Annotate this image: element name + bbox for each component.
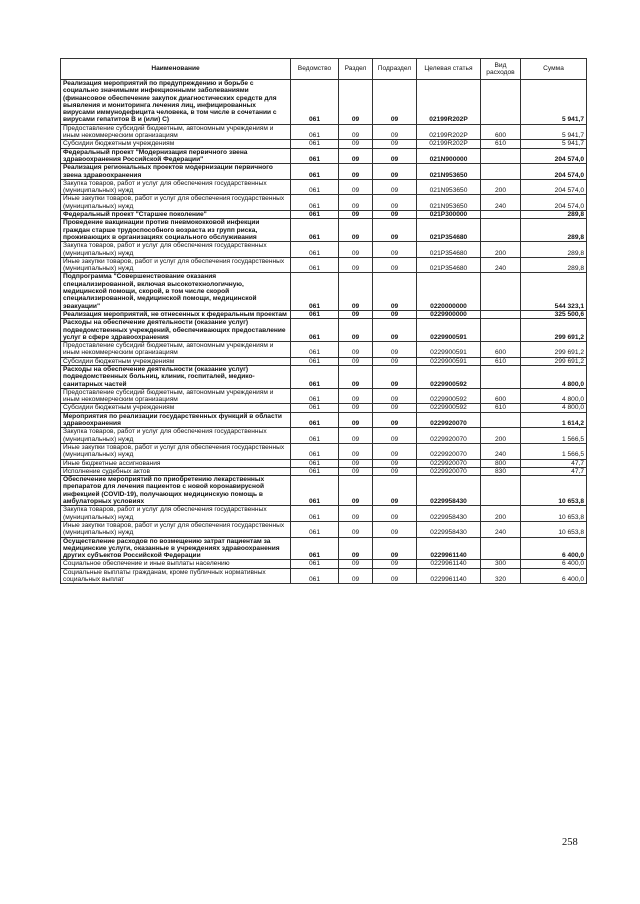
row-department: 061 <box>291 195 339 211</box>
row-subsection: 09 <box>373 388 417 404</box>
row-expense-type: 320 <box>481 568 521 584</box>
header-target-article: Целевая статья <box>417 59 481 80</box>
table-row <box>61 219 587 242</box>
row-name: Закупка товаров, работ и услуг для обеспечения государственных (муниципальных) нужд <box>61 242 291 258</box>
row-department: 061 <box>291 219 339 242</box>
header-amount: Сумма <box>521 59 587 80</box>
table-row <box>61 560 587 568</box>
row-name: Субсидии бюджетным учреждениям <box>61 357 291 365</box>
table-row <box>61 242 587 258</box>
table-row <box>61 257 587 273</box>
row-subsection: 09 <box>373 179 417 195</box>
table-header <box>61 59 587 80</box>
row-expense-type: 610 <box>481 404 521 412</box>
row-name: Предоставление субсидий бюджетным, автономным учреждениям и иным некоммерческим организациям <box>61 342 291 358</box>
row-department: 061 <box>291 357 339 365</box>
row-department: 061 <box>291 568 339 584</box>
table-row <box>61 365 587 388</box>
row-expense-type: 200 <box>481 506 521 522</box>
row-subsection: 09 <box>373 476 417 506</box>
header-subsection: Подраздел <box>373 59 417 80</box>
row-section: 09 <box>339 467 373 475</box>
row-amount: 299 691,2 <box>521 319 587 342</box>
row-subsection: 09 <box>373 242 417 258</box>
row-name: Расходы на обеспечение деятельности (оказание услуг) подведомственных учреждений, обеспечивающих предоставление услуг в сфере здравоохранения <box>61 319 291 342</box>
row-amount: 289,8 <box>521 219 587 242</box>
row-target-article: 0229900592 <box>417 404 481 412</box>
row-amount: 204 574,0 <box>521 164 587 180</box>
row-expense-type: 600 <box>481 342 521 358</box>
table-row <box>61 428 587 444</box>
row-department: 061 <box>291 365 339 388</box>
row-name: Реализация мероприятий по предупреждению и борьбе с социально значимыми инфекционными заболеваниями (финансовое обеспечение закупок диагностических средств для выявления и мониторинга лечения лиц, инфицированных вирусами иммунодефицита человека, в том числе в сочетании с вирусами гепатитов В и (или) С) <box>61 80 291 125</box>
row-name: Осуществление расходов по возмещению затрат пациентам за медицинские услуги, оказанные в учреждениях здравоохранения других субъектов Российской Федерации <box>61 537 291 560</box>
row-section: 09 <box>339 310 373 318</box>
row-name: Иные закупки товаров, работ и услуг для обеспечения государственных (муниципальных) нужд <box>61 257 291 273</box>
row-amount: 4 800,0 <box>521 365 587 388</box>
row-section: 09 <box>339 257 373 273</box>
row-subsection: 09 <box>373 459 417 467</box>
row-expense-type: 240 <box>481 443 521 459</box>
row-subsection: 09 <box>373 319 417 342</box>
row-expense-type: 240 <box>481 195 521 211</box>
row-subsection: 09 <box>373 164 417 180</box>
budget-table <box>60 58 587 584</box>
row-target-article: 0229958430 <box>417 476 481 506</box>
row-amount: 10 653,8 <box>521 521 587 537</box>
row-department: 061 <box>291 342 339 358</box>
row-amount: 6 400,0 <box>521 568 587 584</box>
row-target-article: 021N953650 <box>417 195 481 211</box>
row-name: Предоставление субсидий бюджетным, автономным учреждениям и иным некоммерческим организациям <box>61 388 291 404</box>
table-row <box>61 342 587 358</box>
row-name: Подпрограмма "Совершенствование оказания специализированной, включая высокотехнологичную, медицинской помощи, скорой, в том числе скорой специализированной, медицинской помощи, медицинской эвакуации" <box>61 273 291 310</box>
page-number: 258 <box>562 837 578 848</box>
row-expense-type <box>481 365 521 388</box>
table-row <box>61 319 587 342</box>
row-section: 09 <box>339 219 373 242</box>
header-name: Наименование <box>61 59 291 80</box>
row-subsection: 09 <box>373 521 417 537</box>
row-expense-type: 200 <box>481 428 521 444</box>
row-amount: 5 941,7 <box>521 80 587 125</box>
row-department: 061 <box>291 80 339 125</box>
table-row <box>61 443 587 459</box>
row-target-article: 0229920070 <box>417 412 481 428</box>
row-subsection: 09 <box>373 273 417 310</box>
row-target-article: 0229920070 <box>417 467 481 475</box>
row-target-article: 021P354680 <box>417 242 481 258</box>
header-row <box>61 59 587 80</box>
row-subsection: 09 <box>373 443 417 459</box>
row-expense-type <box>481 476 521 506</box>
row-department: 061 <box>291 148 339 164</box>
table-row <box>61 195 587 211</box>
row-subsection: 09 <box>373 140 417 148</box>
table-row <box>61 404 587 412</box>
row-expense-type: 610 <box>481 357 521 365</box>
row-target-article: 0229961140 <box>417 537 481 560</box>
row-subsection: 09 <box>373 365 417 388</box>
row-expense-type: 200 <box>481 179 521 195</box>
header-expense-type: Вид расходов <box>481 59 521 80</box>
table-row <box>61 467 587 475</box>
row-amount: 289,8 <box>521 211 587 219</box>
row-target-article: 021P300000 <box>417 211 481 219</box>
row-name: Проведение вакцинации против пневмококковой инфекции граждан старше трудоспособного возраста из групп риска, проживающих в организациях социального обслуживания <box>61 219 291 242</box>
row-subsection: 09 <box>373 124 417 140</box>
row-section: 09 <box>339 273 373 310</box>
row-amount: 47,7 <box>521 459 587 467</box>
row-amount: 289,8 <box>521 257 587 273</box>
table-row <box>61 310 587 318</box>
row-name: Закупка товаров, работ и услуг для обеспечения государственных (муниципальных) нужд <box>61 428 291 444</box>
row-section: 09 <box>339 148 373 164</box>
row-target-article: 02199R202P <box>417 80 481 125</box>
row-section: 09 <box>339 357 373 365</box>
row-amount: 1 566,5 <box>521 428 587 444</box>
row-section: 09 <box>339 568 373 584</box>
row-expense-type: 800 <box>481 459 521 467</box>
row-subsection: 09 <box>373 211 417 219</box>
row-target-article: 0229900592 <box>417 365 481 388</box>
row-department: 061 <box>291 404 339 412</box>
row-expense-type: 600 <box>481 388 521 404</box>
row-department: 061 <box>291 467 339 475</box>
row-target-article: 02199R202P <box>417 140 481 148</box>
table-row <box>61 521 587 537</box>
row-target-article: 0229900591 <box>417 357 481 365</box>
row-expense-type: 200 <box>481 242 521 258</box>
row-amount: 4 800,0 <box>521 388 587 404</box>
row-department: 061 <box>291 537 339 560</box>
row-amount: 6 400,0 <box>521 560 587 568</box>
row-name: Предоставление субсидий бюджетным, автономным учреждениям и иным некоммерческим организациям <box>61 124 291 140</box>
row-name: Закупка товаров, работ и услуг для обеспечения государственных (муниципальных) нужд <box>61 506 291 522</box>
row-name: Иные закупки товаров, работ и услуг для обеспечения государственных (муниципальных) нужд <box>61 195 291 211</box>
row-amount: 299 691,2 <box>521 357 587 365</box>
row-department: 061 <box>291 476 339 506</box>
row-section: 09 <box>339 476 373 506</box>
row-department: 061 <box>291 273 339 310</box>
row-target-article: 0229961140 <box>417 560 481 568</box>
row-amount: 1 566,5 <box>521 443 587 459</box>
row-name: Исполнение судебных актов <box>61 467 291 475</box>
row-section: 09 <box>339 164 373 180</box>
row-name: Социальные выплаты гражданам, кроме публичных нормативных социальных выплат <box>61 568 291 584</box>
row-department: 061 <box>291 310 339 318</box>
row-expense-type <box>481 319 521 342</box>
row-name: Социальное обеспечение и иные выплаты населению <box>61 560 291 568</box>
row-subsection: 09 <box>373 257 417 273</box>
row-expense-type <box>481 273 521 310</box>
row-section: 09 <box>339 459 373 467</box>
row-department: 061 <box>291 140 339 148</box>
row-amount: 10 653,8 <box>521 476 587 506</box>
row-expense-type <box>481 412 521 428</box>
row-amount: 204 574,0 <box>521 179 587 195</box>
row-name: Обеспечение мероприятий по приобретению лекарственных препаратов для лечения пациентов с новой коронавирусной инфекцией (COVID-19), получающих медицинскую помощь в амбулаторных условиях <box>61 476 291 506</box>
row-amount: 4 800,0 <box>521 404 587 412</box>
row-expense-type: 240 <box>481 257 521 273</box>
row-name: Субсидии бюджетным учреждениям <box>61 140 291 148</box>
row-section: 09 <box>339 506 373 522</box>
row-name: Федеральный проект "Старшее поколение" <box>61 211 291 219</box>
row-department: 061 <box>291 242 339 258</box>
row-target-article: 0229920070 <box>417 428 481 444</box>
row-target-article: 0229958430 <box>417 506 481 522</box>
row-section: 09 <box>339 443 373 459</box>
row-target-article: 021N953650 <box>417 179 481 195</box>
row-name: Реализация региональных проектов модернизации первичного звена здравоохранения <box>61 164 291 180</box>
row-subsection: 09 <box>373 219 417 242</box>
row-target-article: 021P354680 <box>417 219 481 242</box>
row-expense-type <box>481 537 521 560</box>
row-section: 09 <box>339 365 373 388</box>
row-expense-type <box>481 211 521 219</box>
row-subsection: 09 <box>373 148 417 164</box>
row-subsection: 09 <box>373 428 417 444</box>
table-row <box>61 148 587 164</box>
row-department: 061 <box>291 388 339 404</box>
row-subsection: 09 <box>373 568 417 584</box>
row-department: 061 <box>291 506 339 522</box>
row-amount: 47,7 <box>521 467 587 475</box>
row-target-article: 0229961140 <box>417 568 481 584</box>
table-body <box>61 80 587 584</box>
table-row <box>61 124 587 140</box>
row-target-article: 0229920070 <box>417 459 481 467</box>
row-section: 09 <box>339 195 373 211</box>
table-row <box>61 412 587 428</box>
table-row <box>61 506 587 522</box>
table-row <box>61 179 587 195</box>
row-section: 09 <box>339 388 373 404</box>
row-section: 09 <box>339 342 373 358</box>
row-name: Иные закупки товаров, работ и услуг для обеспечения государственных (муниципальных) нужд <box>61 443 291 459</box>
table-row <box>61 459 587 467</box>
row-section: 09 <box>339 428 373 444</box>
row-expense-type: 610 <box>481 140 521 148</box>
row-target-article: 0229900591 <box>417 342 481 358</box>
row-subsection: 09 <box>373 560 417 568</box>
row-section: 09 <box>339 537 373 560</box>
row-expense-type <box>481 148 521 164</box>
row-subsection: 09 <box>373 467 417 475</box>
row-department: 061 <box>291 443 339 459</box>
row-expense-type <box>481 164 521 180</box>
row-department: 061 <box>291 459 339 467</box>
row-department: 061 <box>291 124 339 140</box>
row-section: 09 <box>339 560 373 568</box>
row-target-article: 0229900591 <box>417 319 481 342</box>
row-amount: 544 323,1 <box>521 273 587 310</box>
table-row <box>61 568 587 584</box>
row-section: 09 <box>339 319 373 342</box>
row-subsection: 09 <box>373 412 417 428</box>
table-row <box>61 164 587 180</box>
row-subsection: 09 <box>373 357 417 365</box>
row-section: 09 <box>339 179 373 195</box>
row-expense-type: 300 <box>481 560 521 568</box>
row-amount: 5 941,7 <box>521 124 587 140</box>
row-name: Реализация мероприятий, не отнесенных к федеральным проектам <box>61 310 291 318</box>
table-row <box>61 80 587 125</box>
row-section: 09 <box>339 404 373 412</box>
row-target-article: 0229920070 <box>417 443 481 459</box>
row-department: 061 <box>291 428 339 444</box>
row-target-article: 0229958430 <box>417 521 481 537</box>
row-amount: 289,8 <box>521 242 587 258</box>
row-section: 09 <box>339 242 373 258</box>
row-name: Федеральный проект "Модернизация первичного звена здравоохранения Российской Федерации" <box>61 148 291 164</box>
row-amount: 204 574,0 <box>521 195 587 211</box>
row-target-article: 021N900000 <box>417 148 481 164</box>
row-section: 09 <box>339 521 373 537</box>
row-section: 09 <box>339 140 373 148</box>
header-section: Раздел <box>339 59 373 80</box>
row-expense-type: 240 <box>481 521 521 537</box>
row-name: Субсидии бюджетным учреждениям <box>61 404 291 412</box>
row-amount: 10 653,8 <box>521 506 587 522</box>
row-name: Иные бюджетные ассигнования <box>61 459 291 467</box>
row-amount: 6 400,0 <box>521 537 587 560</box>
row-name: Закупка товаров, работ и услуг для обеспечения государственных (муниципальных) нужд <box>61 179 291 195</box>
table-row <box>61 476 587 506</box>
row-target-article: 02199R202P <box>417 124 481 140</box>
row-section: 09 <box>339 80 373 125</box>
row-department: 061 <box>291 319 339 342</box>
row-department: 061 <box>291 179 339 195</box>
row-target-article: 0220000000 <box>417 273 481 310</box>
row-amount: 5 941,7 <box>521 140 587 148</box>
row-amount: 325 500,6 <box>521 310 587 318</box>
row-target-article: 0229900000 <box>417 310 481 318</box>
row-section: 09 <box>339 412 373 428</box>
row-department: 061 <box>291 560 339 568</box>
row-amount: 204 574,0 <box>521 148 587 164</box>
table-row <box>61 273 587 310</box>
row-department: 061 <box>291 412 339 428</box>
header-department: Ведомство <box>291 59 339 80</box>
row-subsection: 09 <box>373 342 417 358</box>
row-target-article: 021P354680 <box>417 257 481 273</box>
row-department: 061 <box>291 211 339 219</box>
row-amount: 299 691,2 <box>521 342 587 358</box>
row-subsection: 09 <box>373 195 417 211</box>
row-expense-type: 600 <box>481 124 521 140</box>
row-name: Иные закупки товаров, работ и услуг для обеспечения государственных (муниципальных) нужд <box>61 521 291 537</box>
row-target-article: 0229900592 <box>417 388 481 404</box>
row-expense-type <box>481 219 521 242</box>
row-subsection: 09 <box>373 537 417 560</box>
row-name: Мероприятия по реализации государственных функций в области здравоохранения <box>61 412 291 428</box>
row-expense-type <box>481 310 521 318</box>
row-department: 061 <box>291 164 339 180</box>
table-row <box>61 537 587 560</box>
row-expense-type <box>481 80 521 125</box>
row-section: 09 <box>339 124 373 140</box>
row-subsection: 09 <box>373 310 417 318</box>
row-section: 09 <box>339 211 373 219</box>
row-subsection: 09 <box>373 80 417 125</box>
row-subsection: 09 <box>373 506 417 522</box>
row-name: Расходы на обеспечение деятельности (оказание услуг) подведомственных больниц, клиник, госпиталей, медико-санитарных частей <box>61 365 291 388</box>
table-row <box>61 357 587 365</box>
row-department: 061 <box>291 257 339 273</box>
row-department: 061 <box>291 521 339 537</box>
row-amount: 1 614,2 <box>521 412 587 428</box>
row-subsection: 09 <box>373 404 417 412</box>
row-expense-type: 830 <box>481 467 521 475</box>
row-target-article: 021N953650 <box>417 164 481 180</box>
table-row <box>61 140 587 148</box>
table-row <box>61 211 587 219</box>
table-row <box>61 388 587 404</box>
